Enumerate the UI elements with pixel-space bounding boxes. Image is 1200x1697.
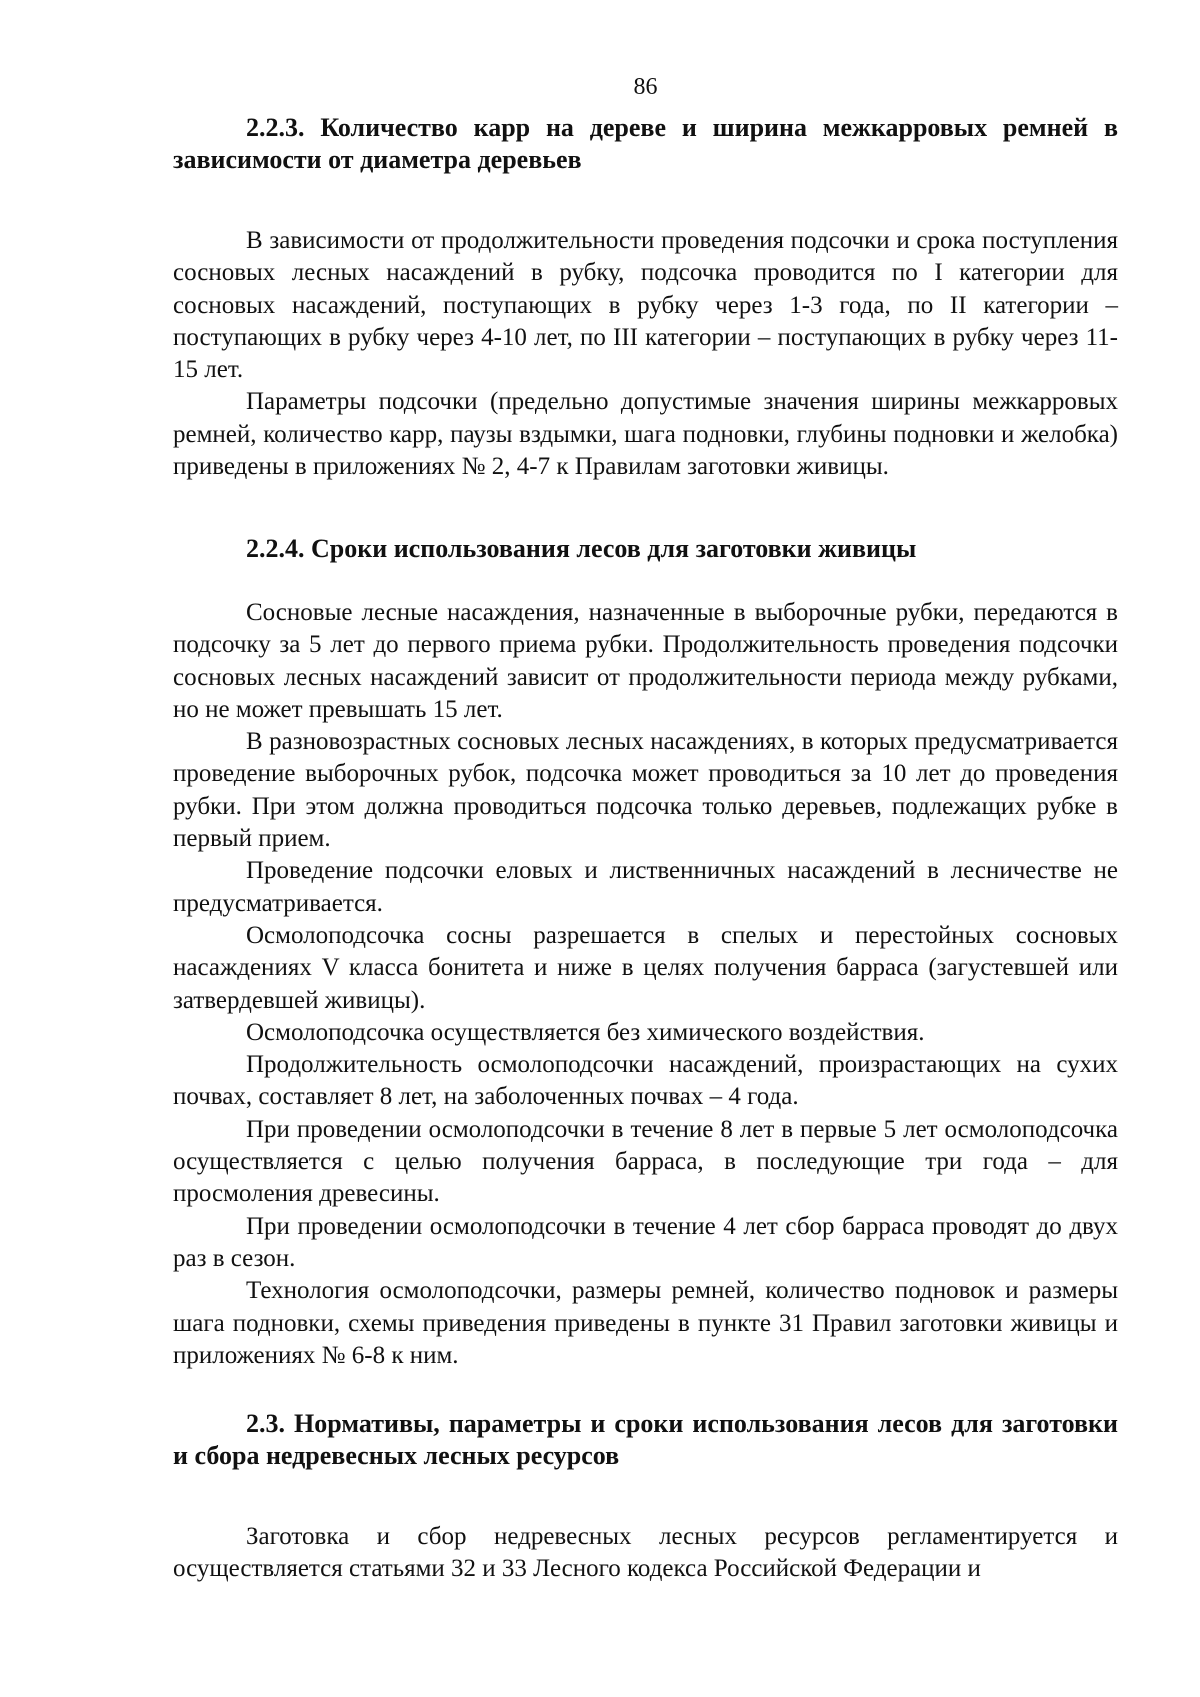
paragraph: Продолжительность осмолоподсочки насаждений, произрастающих на сухих почвах, составляет 8 лет, на заболоченных почвах – 4 года. <box>173 1051 1118 1111</box>
paragraph: При проведении осмолоподсочки в течение 4 лет сбор барраса проводят до двух раз в сезон. <box>173 1212 1118 1272</box>
section-2-3 <box>173 1408 1118 1586</box>
paragraph: Проведение подсочки еловых и лиственничных насаждений в лесничестве не предусматривается. <box>173 857 1118 917</box>
section-heading: 2.2.3. Количество карр на дереве и ширина межкарровых ремней в зависимости от диаметра деревьев <box>173 113 1118 174</box>
paragraph: В разновозрастных сосновых лесных насаждениях, в которых предусматривается проведение выборочных рубок, подсочка может проводиться за 10 лет до проведения рубки. При этом должна проводиться подсочка только деревьев, подлежащих рубке в первый прием. <box>173 728 1118 853</box>
page-number: 86 <box>633 74 658 100</box>
section-heading: 2.2.4. Сроки использования лесов для заготовки живицы <box>246 534 917 563</box>
paragraph: При проведении осмолоподсочки в течение 8 лет в первые 5 лет осмолоподсочка осуществляется с целью получения барраса, в последующие три года – для просмоления древесины. <box>173 1115 1118 1208</box>
section-heading: 2.3. Нормативы, параметры и сроки использования лесов для заготовки и сбора недревесных лесных ресурсов <box>173 1409 1118 1470</box>
paragraph: Осмолоподсочка сосны разрешается в спелых и перестойных сосновых насаждениях V класса бонитета и ниже в целях получения барраса (загустевшей или затвердевшей живицы). <box>173 921 1118 1014</box>
section-2-2-4 <box>173 533 1118 1372</box>
paragraph: В зависимости от продолжительности проведения подсочки и срока поступления сосновых лесных насаждений в рубку, подсочка проводится по I категории для сосновых насаждений, поступающих в рубку через 1-3 года, по II категории – поступающих в рубку через 4-10 лет, по III категории – поступающих в рубку через 11-15 лет. <box>173 227 1118 384</box>
paragraph: Технология осмолоподсочки, размеры ремней, количество подновок и размеры шага подновки, схемы приведения приведены в пункте 31 Правил заготовки живицы и приложениях № 6-8 к ним. <box>173 1277 1118 1369</box>
paragraph: Сосновые лесные насаждения, назначенные в выборочные рубки, передаются в подсочку за 5 лет до первого приема рубки. Продолжительность проведения подсочки сосновых лесных насаждений зависит от продолжительности периода между рубками, но не может превышать 15 лет. <box>173 599 1118 723</box>
paragraph: Параметры подсочки (предельно допустимые значения ширины межкарровых ремней, количество карр, паузы вздымки, шага подновки, глубины подновки и желобка) приведены в приложениях № 2, 4-7 к Правилам заготовки живицы. <box>173 388 1118 481</box>
paragraph: Заготовка и сбор недревесных лесных ресурсов регламентируется и осуществляется статьями 32 и 33 Лесного кодекса Российской Федерации и <box>173 1523 1118 1583</box>
paragraph: Осмолоподсочка осуществляется без химического воздействия. <box>246 1018 925 1046</box>
section-2-2-3 <box>173 112 1118 483</box>
